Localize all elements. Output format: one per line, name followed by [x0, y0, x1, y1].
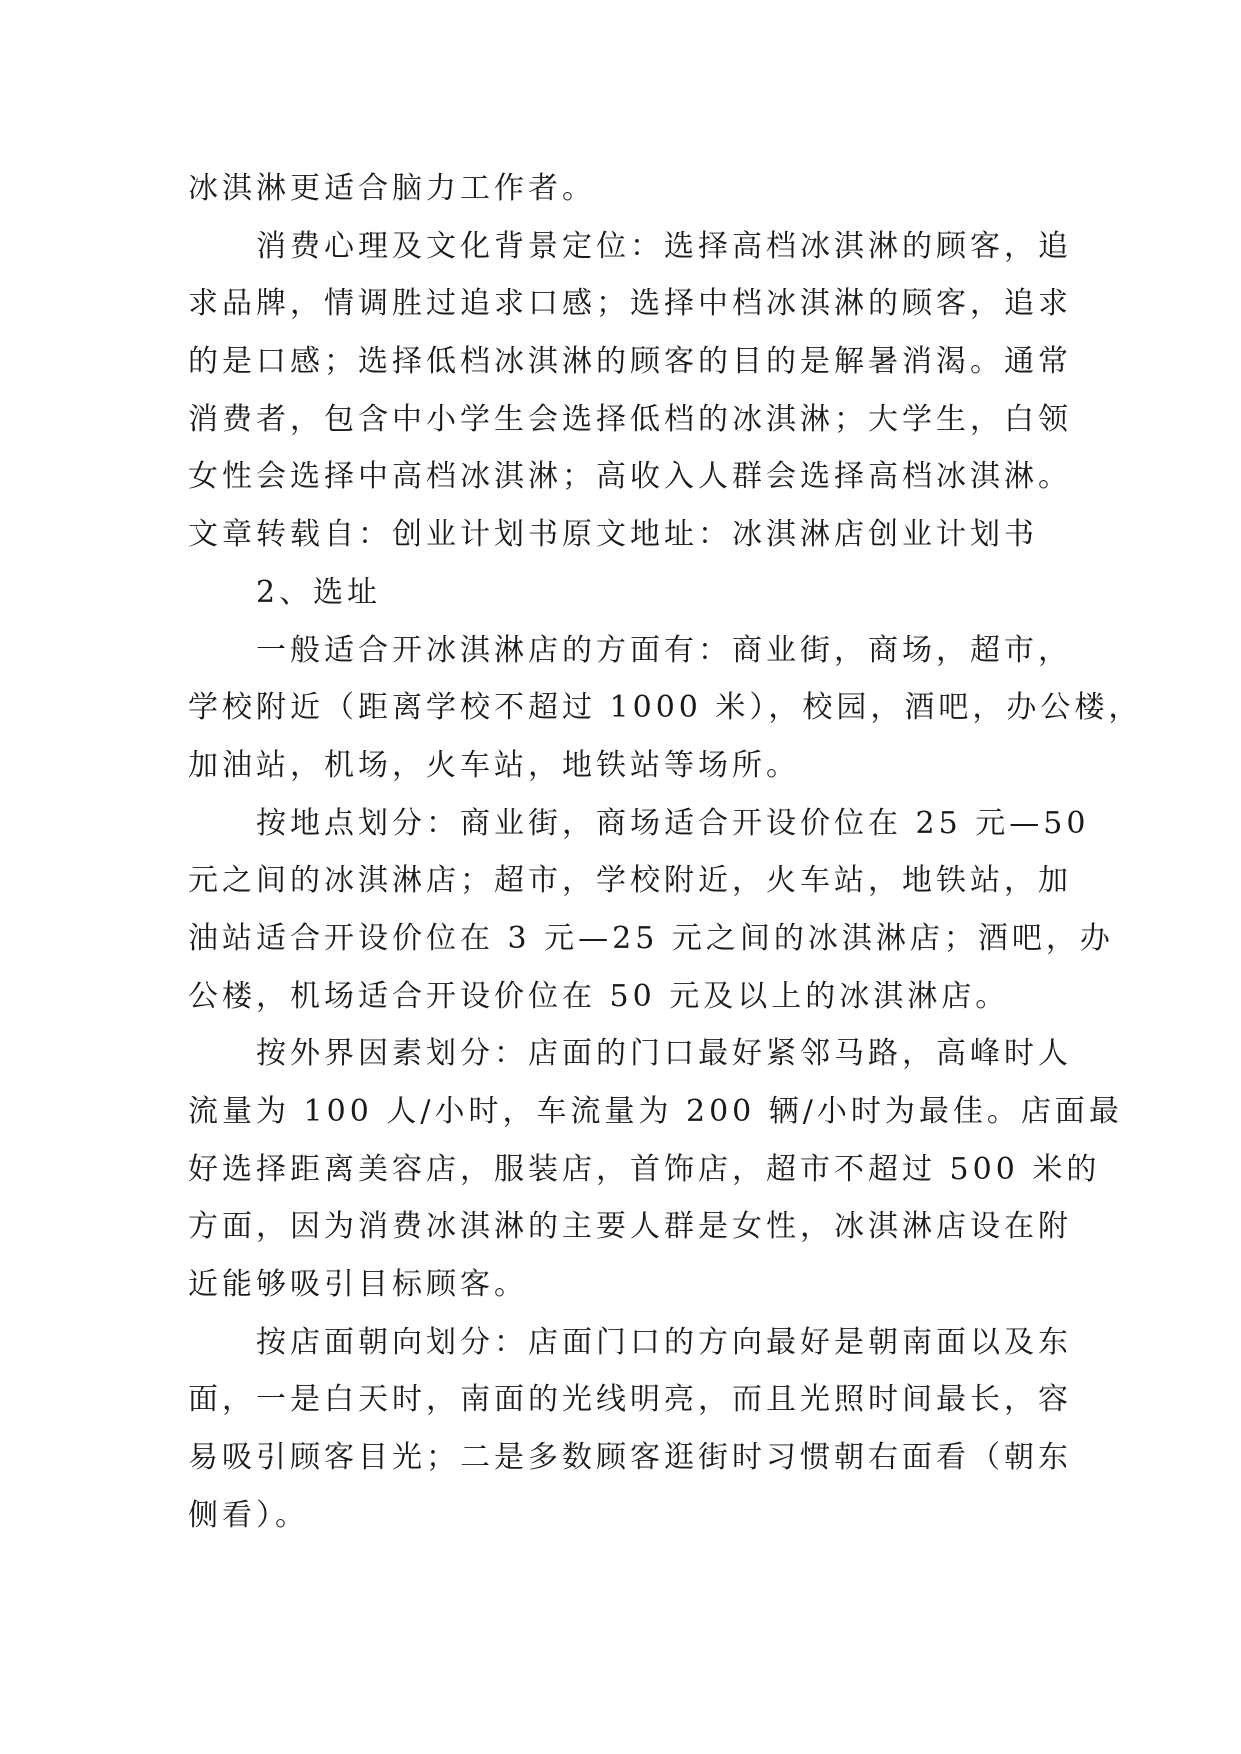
- text-line: 消费心理及文化背景定位：选择高档冰淇淋的顾客，追: [256, 228, 1072, 264]
- text-line: 学校附近（距离学校不超过 1000 米），校园，酒吧，办公楼，: [188, 690, 1143, 726]
- text-line: 方面，因为消费冰淇淋的主要人群是女性，冰淇淋店设在附: [188, 1209, 1072, 1245]
- text-line: 文章转载自：创业计划书原文地址：冰淇淋店创业计划书: [188, 517, 1038, 553]
- document-body: [188, 160, 1143, 1545]
- text-line: 易吸引顾客目光；二是多数顾客逛街时习惯朝右面看（朝东: [188, 1440, 1072, 1476]
- text-line: 元之间的冰淇淋店；超市，学校附近，火车站，地铁站，加: [188, 863, 1072, 899]
- text-line: 冰淇淋更适合脑力工作者。: [188, 171, 596, 206]
- text-line: 女性会选择中高档冰淇淋；高收入人群会选择高档冰淇淋。: [188, 459, 1072, 495]
- text-line: 按店面朝向划分：店面门口的方向最好是朝南面以及东: [256, 1324, 1072, 1360]
- text-line: 油站适合开设价位在 3 元—25 元之间的冰淇淋店；酒吧，办: [188, 920, 1114, 956]
- text-line: 面，一是白天时，南面的光线明亮，而且光照时间最长，容: [188, 1382, 1072, 1418]
- text-line: 公楼，机场适合开设价位在 50 元及以上的冰淇淋店。: [188, 978, 1010, 1014]
- text-line: 好选择距离美容店，服装店，首饰店，超市不超过 500 米的: [188, 1151, 1101, 1187]
- text-line: 近能够吸引目标顾客。: [188, 1267, 528, 1303]
- text-line: 加油站，机场，火车站，地铁站等场所。: [188, 747, 800, 783]
- text-line: 按外界因素划分：店面的门口最好紧邻马路，高峰时人: [256, 1036, 1072, 1072]
- text-line: 一般适合开冰淇淋店的方面有：商业街，商场，超市，: [256, 632, 1072, 668]
- text-line: 消费者，包含中小学生会选择低档的冰淇淋；大学生，白领: [188, 401, 1072, 437]
- text-line: 的是口感；选择低档冰淇淋的顾客的目的是解暑消渴。通常: [188, 344, 1072, 380]
- text-line: 按地点划分：商业街，商场适合开设价位在 25 元—50: [256, 805, 1090, 841]
- text-line: 侧看）。: [188, 1497, 309, 1533]
- text-line: 求品牌，情调胜过追求口感；选择中档冰淇淋的顾客，追求: [188, 286, 1072, 322]
- text-line: 流量为 100 人/小时，车流量为 200 辆/小时为最佳。店面最: [188, 1094, 1123, 1129]
- text-line: 2、选址: [256, 574, 382, 610]
